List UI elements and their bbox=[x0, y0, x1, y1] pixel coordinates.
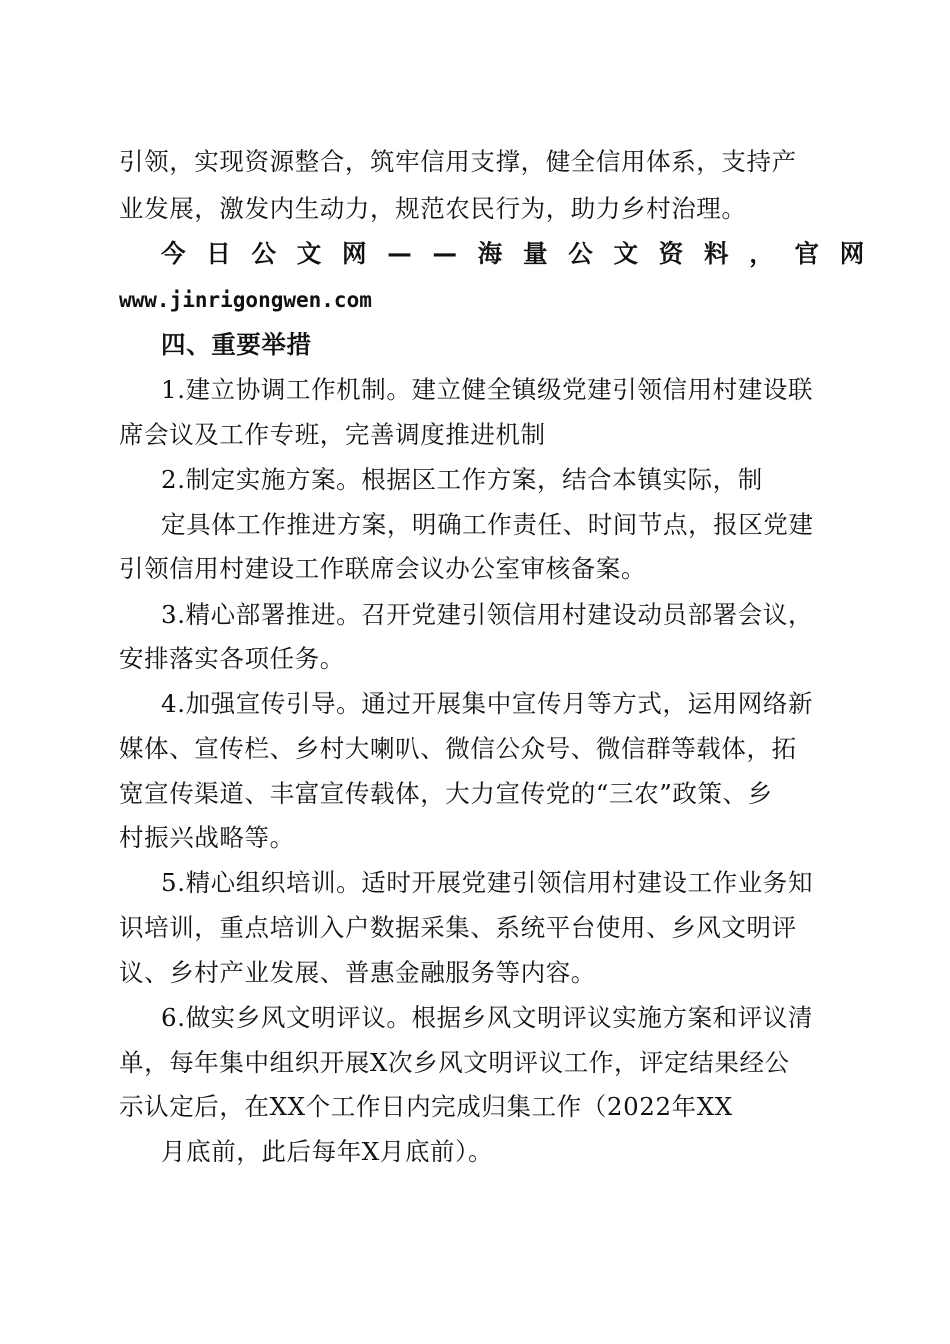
paragraph-line: 引领，实现资源整合，筑牢信用支撑，健全信用体系，支持产 bbox=[119, 147, 797, 176]
banner-char: 公 bbox=[568, 239, 594, 268]
paragraph-line: 引领信用村建设工作联席会议办公室审核备案。 bbox=[119, 554, 647, 583]
banner-char: 公 bbox=[251, 239, 277, 268]
paragraph-line: 议、乡村产业发展、普惠金融服务等内容。 bbox=[119, 958, 596, 987]
paragraph-line: 单，每年集中组织开展X次乡风文明评议工作，评定结果经公 bbox=[119, 1048, 790, 1077]
banner-char: 资 bbox=[658, 239, 684, 268]
banner-char: 官 bbox=[794, 239, 820, 268]
banner-char: 文 bbox=[613, 239, 639, 268]
banner-char: ， bbox=[749, 239, 775, 268]
site-banner bbox=[161, 238, 865, 270]
paragraph-line: 2.制定实施方案。根据区工作方案，结合本镇实际，制 bbox=[161, 465, 763, 494]
banner-char: 文 bbox=[296, 239, 322, 268]
section-heading: 四、重要举措 bbox=[161, 330, 312, 359]
paragraph-line: 6.做实乡风文明评议。根据乡风文明评议实施方案和评议清 bbox=[161, 1003, 814, 1032]
paragraph-line: 村振兴战略等。 bbox=[119, 823, 295, 852]
paragraph-line: 5.精心组织培训。适时开展党建引领信用村建设工作业务知 bbox=[161, 868, 814, 897]
banner-char: 网 bbox=[839, 239, 865, 268]
paragraph-line: 定具体工作推进方案，明确工作责任、时间节点，报区党建 bbox=[161, 510, 814, 539]
banner-char: 料 bbox=[704, 239, 730, 268]
site-url: www.jinrigongwen.com bbox=[119, 288, 372, 312]
paragraph-line: 1.建立协调工作机制。建立健全镇级党建引领信用村建设联 bbox=[161, 375, 814, 404]
paragraph-line: 3.精心部署推进。召开党建引领信用村建设动员部署会议， bbox=[161, 600, 814, 629]
banner-char: 海 bbox=[477, 239, 503, 268]
paragraph-line: 示认定后，在XX个工作日内完成归集工作（2022年XX bbox=[119, 1092, 733, 1121]
banner-char: 量 bbox=[523, 239, 549, 268]
paragraph-line: 月底前，此后每年X月底前）。 bbox=[161, 1137, 494, 1166]
paragraph-line: 识培训，重点培训入户数据采集、系统平台使用、乡风文明评 bbox=[119, 913, 797, 942]
banner-char: 今 bbox=[161, 239, 187, 268]
paragraph-line: 席会议及工作专班，完善调度推进机制 bbox=[119, 420, 546, 449]
paragraph-line: 宽宣传渠道、丰富宣传载体，大力宣传党的“三农”政策、乡 bbox=[119, 779, 773, 808]
paragraph-line: 4.加强宣传引导。通过开展集中宣传月等方式，运用网络新 bbox=[161, 689, 814, 718]
banner-char: — bbox=[387, 239, 413, 268]
banner-char: — bbox=[432, 239, 458, 268]
banner-char: 日 bbox=[206, 239, 232, 268]
paragraph-line: 媒体、宣传栏、乡村大喇叭、微信公众号、微信群等载体，拓 bbox=[119, 734, 797, 763]
banner-char: 网 bbox=[342, 239, 368, 268]
paragraph-line: 业发展，激发内生动力，规范农民行为，助力乡村治理。 bbox=[119, 194, 747, 223]
paragraph-line: 安排落实各项任务。 bbox=[119, 644, 345, 673]
